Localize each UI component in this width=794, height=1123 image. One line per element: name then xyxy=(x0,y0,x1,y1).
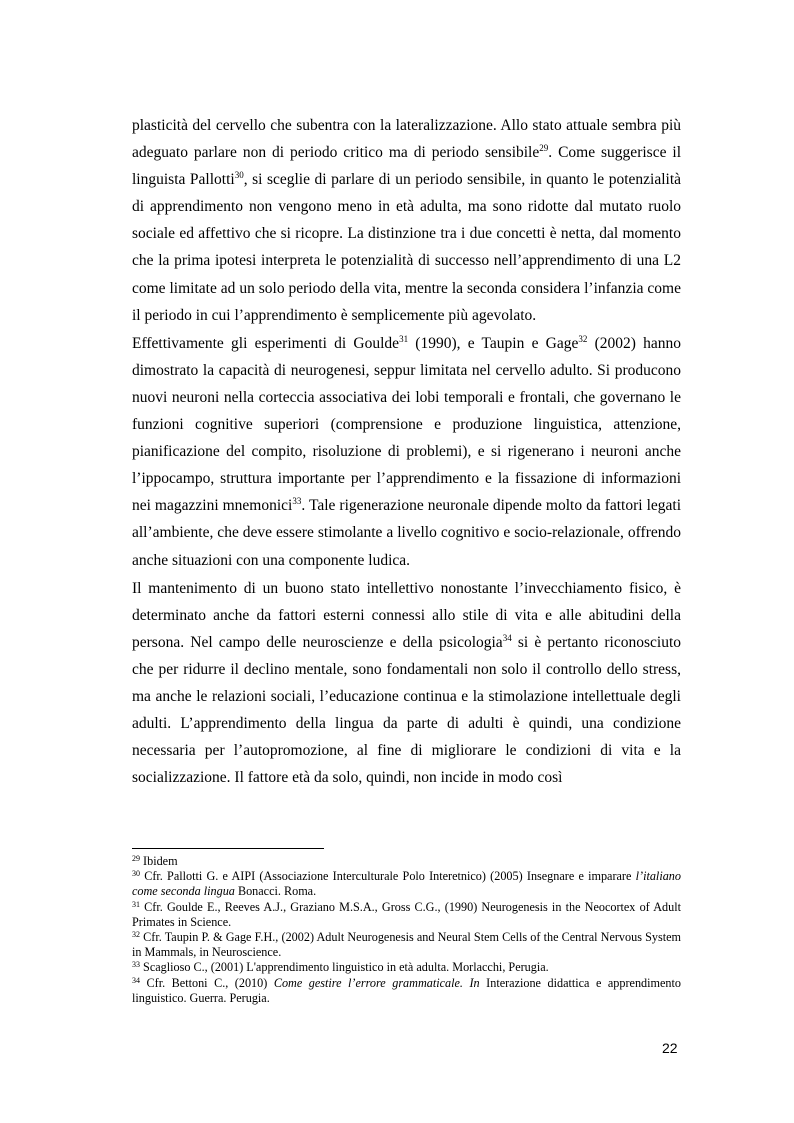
text-run: si è pertanto riconosciuto che per ridurre il declino mentale, sono fondamentali non solo il controllo dello stress, ma anche le relazioni sociali, l’educazione continua e la stimolazione intellettuale degli adulti. L’apprendimento della lingua da parte di adulti è quindi, una condizione necessaria per l’autopromozione, al fine di migliorare le condizioni di vita e la socializzazione. Il fattore età da solo, quindi, non incide in modo così xyxy=(132,633,682,787)
footnotes xyxy=(132,854,681,1006)
text-run: . Come suggerisce il linguista Pallotti xyxy=(132,144,681,189)
footnote-ref: 29 xyxy=(539,143,549,154)
footnote xyxy=(132,854,681,869)
text-run: Scaglioso C., (2001) L'apprendimento linguistico in età adulta. Morlacchi, Perugia. xyxy=(140,960,549,975)
page-number: 22 xyxy=(662,1040,678,1056)
text-run: Effettivamente gli esperimenti di Goulde xyxy=(132,334,400,352)
footnote-ref: 33 xyxy=(292,496,302,507)
text-run: Bonacci. Roma. xyxy=(234,884,317,899)
footnote xyxy=(132,869,681,899)
text-run: Cfr. Bettoni C., (2010) xyxy=(140,975,274,990)
text-run: (2002) hanno dimostrato la capacità di neurogenesi, seppur limitata nel cervello adulto. Si producono nuovi neuroni nella corteccia associativa dei lobi temporali e frontali, che governano le funzioni cognitive superiori (comprensione e produzione linguistica, attenzione, pianificazione del compito, risoluzione di problemi), e si rigenerano i neuroni anche l’ippocampo, struttura importante per l’apprendimento e la fissazione di informazioni nei magazzini mnemonici xyxy=(132,334,682,515)
footnote-ref: 33 xyxy=(132,960,140,970)
footnote xyxy=(132,976,681,1006)
footnote-ref: 29 xyxy=(132,854,140,863)
footnote xyxy=(132,900,681,930)
footnote-ref: 32 xyxy=(578,333,588,344)
footnote-ref: 34 xyxy=(132,975,140,985)
paragraph xyxy=(132,330,681,574)
text-run: Interazione didattica e apprendimento linguistico. Guerra. Perugia. xyxy=(132,975,682,1005)
text-run: Ibidem xyxy=(140,854,178,868)
text-run: Cfr. Goulde E., Reeves A.J., Graziano M.S.A., Gross C.G., (1990) Neurogenesis in the Neocortex of Adult Primates in Science. xyxy=(132,899,681,929)
paragraph xyxy=(132,112,681,329)
text-run: (1990), e Taupin e Gage xyxy=(408,334,579,352)
text-run: Cfr. Taupin P. & Gage F.H., (2002) Adult Neurogenesis and Neural Stem Cells of the Central Nervous System in Mammals, in Neuroscience. xyxy=(132,930,681,960)
footnote-ref: 31 xyxy=(132,899,140,909)
paragraph xyxy=(132,575,681,792)
text-run: Cfr. Pallotti G. e AIPI (Associazione Interculturale Polo Interetnico) (2005) Insegnare e imparare xyxy=(140,869,636,884)
footnote xyxy=(132,960,681,975)
footnote xyxy=(132,930,681,960)
footnote-ref: 32 xyxy=(132,930,140,940)
footnote-ref: 30 xyxy=(132,869,140,879)
body-text xyxy=(132,112,681,791)
footnote-separator xyxy=(132,848,324,849)
italic-text: l’italiano come seconda lingua xyxy=(132,869,681,899)
footnote-ref: 30 xyxy=(234,170,244,181)
text-run: , si sceglie di parlare di un periodo sensibile, in quanto le potenzialità di apprendimento non vengono meno in età adulta, ma sono ridotte dal mutato ruolo sociale ed affettivo che si ricopre. La distinzione tra i due concetti è netta, dal momento che la prima ipotesi interpreta le potenzialità di successo nell’apprendimento di una L2 come limitate ad un solo periodo della vita, mentre la seconda considera l’infanzia come il periodo in cui l’apprendimento è semplicemente più agevolato. xyxy=(132,171,682,324)
text-run: Il mantenimento di un buono stato intellettivo nonostante l’invecchiamento fisico, è determinato anche da fattori esterni connessi allo stile di vita e alle abitudini della persona. Nel campo delle neuroscienze e della psicologia xyxy=(132,579,681,651)
footnote-ref: 34 xyxy=(502,632,512,643)
italic-text: Come gestire l’errore grammaticale. In xyxy=(273,975,480,990)
text-run: plasticità del cervello che subentra con la lateralizzazione. Allo stato attuale sembra più adeguato parlare non di periodo critico ma di periodo sensibile xyxy=(132,117,681,162)
footnote-ref: 31 xyxy=(399,333,409,344)
text-run: . Tale rigenerazione neuronale dipende molto da fattori legati all’ambiente, che deve essere stimolante a livello cognitivo e socio-relazionale, offrendo anche situazioni con una componente ludica. xyxy=(132,497,681,569)
